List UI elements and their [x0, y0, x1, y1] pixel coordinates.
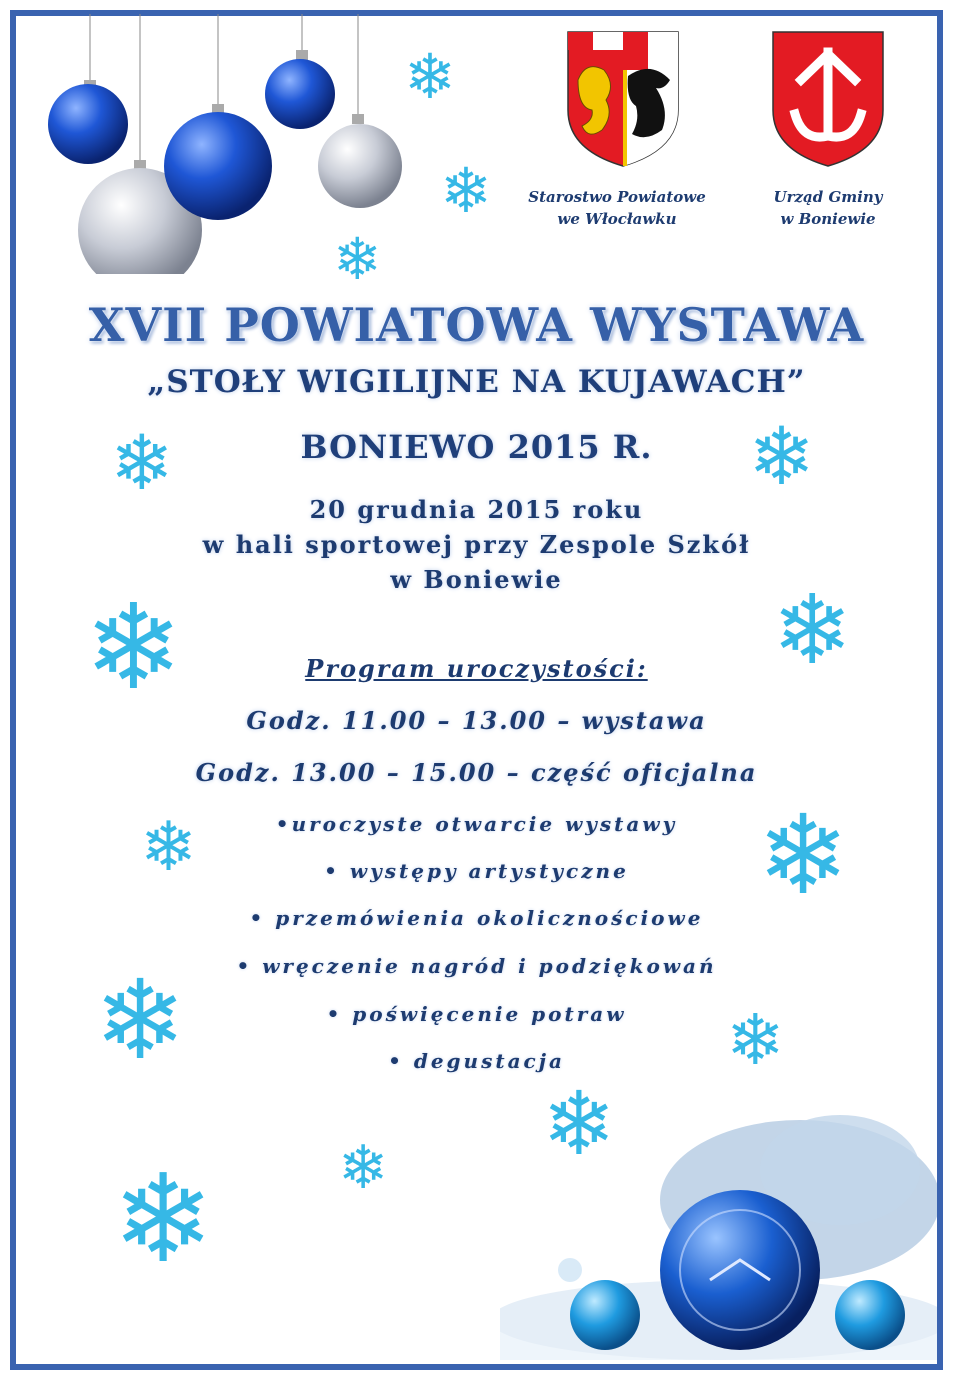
event-date: 20 grudnia 2015 roku [309, 495, 644, 524]
snowflake-icon: ❄ [748, 410, 816, 503]
logo-caption-line2: w Boniewie [780, 210, 876, 228]
snowflake-icon: ❄ [772, 574, 853, 686]
program-hour: Godz. 13.00 – 15.00 – część oficjalna [195, 758, 758, 787]
event-place-line2: w Boniewie [390, 565, 563, 594]
snowflake-icon: ❄ [333, 225, 382, 293]
ornaments-bottom-decoration [500, 1110, 937, 1360]
snowflake-icon: ❄ [94, 956, 187, 1084]
snowflake-icon: ❄ [542, 1072, 616, 1175]
program-item: • występy artystyczne [324, 859, 629, 883]
snowflake-icon: ❄ [440, 154, 492, 227]
logo-caption-line1: Urząd Gminy [773, 188, 883, 206]
snowflake-icon: ❄ [140, 808, 197, 887]
program-item: • przemówienia okolicznościowe [249, 906, 704, 930]
snowflake-icon: ❄ [84, 578, 183, 716]
program-item: • degustacja [388, 1049, 565, 1073]
program-heading [0, 654, 953, 683]
snowflake-icon: ❄ [110, 418, 174, 507]
program-item: •uroczyste otwarcie wystawy [275, 812, 678, 836]
event-place-line1: w hali sportowej przy Zespole Szkół [202, 530, 751, 559]
snowflake-icon: ❄ [338, 1133, 389, 1203]
program-heading-text: Program uroczystości: [305, 654, 648, 683]
coat-of-arms-arrow-icon [771, 30, 885, 168]
snowflake-icon: ❄ [112, 1148, 215, 1290]
snowflake-icon: ❄ [757, 791, 850, 919]
logo-caption-line1: Starostwo Powiatowe [528, 188, 706, 206]
program-item: • poświęcenie potraw [326, 1002, 627, 1026]
snowflake-icon: ❄ [726, 999, 785, 1081]
logo-caption-line2: we Włocławku [557, 210, 677, 228]
coat-of-arms-lion-eagle-icon [566, 30, 680, 168]
title-line3: BONIEWO 2015 R. [300, 428, 653, 466]
program-item: • wręczenie nagród i podziękowań [236, 954, 717, 978]
title-line1: XVII POWIATOWA WYSTAWA [88, 298, 865, 352]
program-hour: Godz. 11.00 – 13.00 – wystawa [246, 706, 707, 735]
title-line2: „STOŁY WIGILIJNE NA KUJAWACH” [147, 364, 806, 400]
snowflake-icon: ❄ [404, 40, 456, 113]
